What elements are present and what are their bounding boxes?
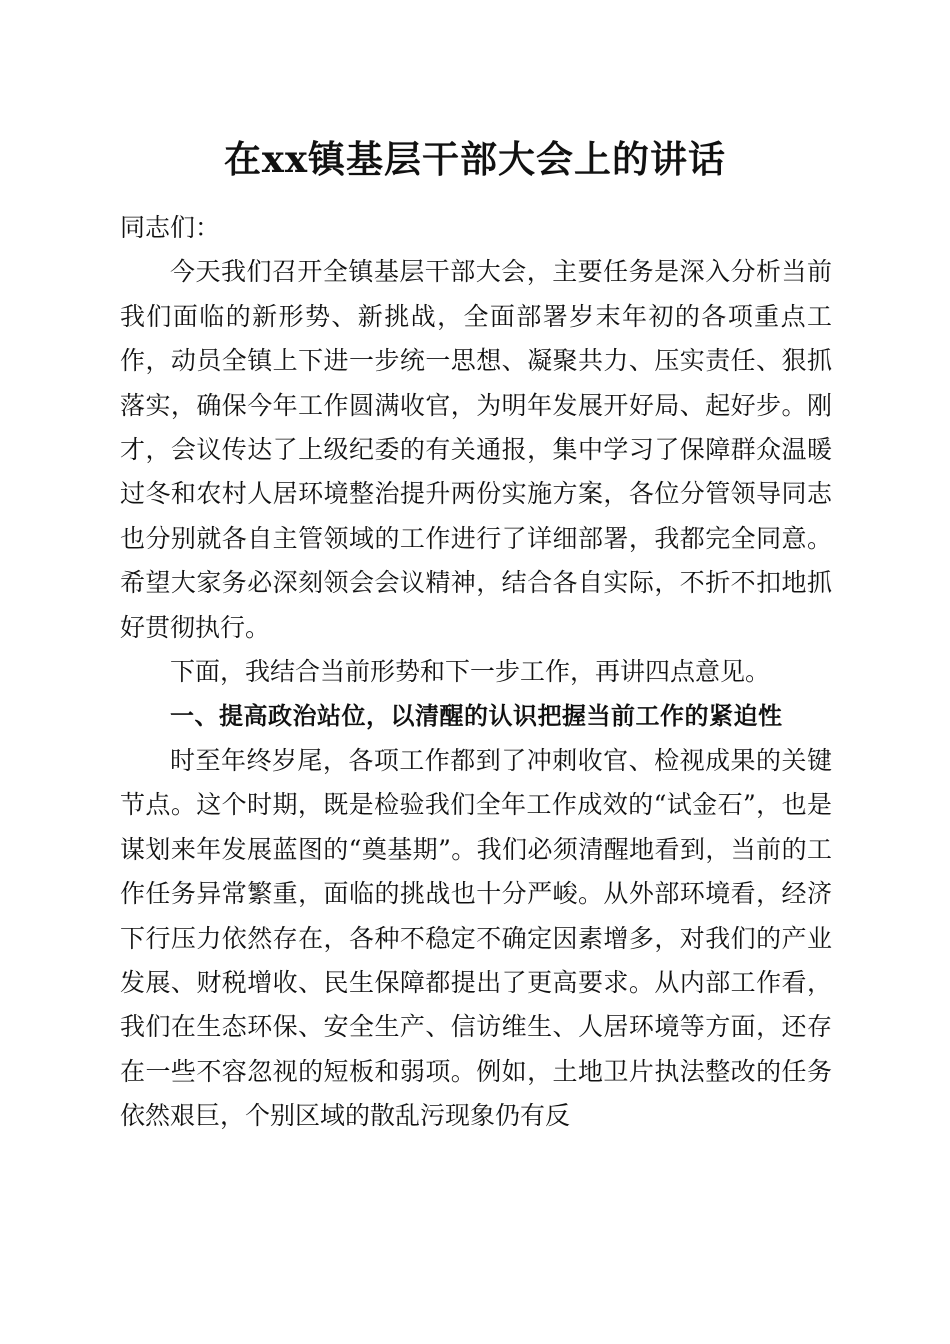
document-body bbox=[120, 206, 832, 1139]
section-heading: 一、提高政治站位，以清醒的认识把握当前工作的紧迫性 bbox=[170, 702, 783, 731]
paragraph-opening: 今天我们召开全镇基层干部大会，主要任务是深入分析当前我们面临的新形势、新挑战，全面部署岁末年初的各项重点工作，动员全镇上下进一步统一思想、凝聚共力、压实责任、狠抓落实，确保今年工作圆满收官，为明年发展开好局、起好步。刚才，会议传达了上级纪委的有关通报，集中学习了保障群众温暖过冬和农村人居环境整治提升两份实施方案，各位分管领导同志也分别就各自主管领域的工作进行了详细部署，我都完全同意。希望大家务必深刻领会会议精神，结合各自实际，不折不扣地抓好贯彻执行。 bbox=[120, 257, 832, 642]
salutation: 同志们： bbox=[120, 213, 221, 242]
paragraph-transition: 下面，我结合当前形势和下一步工作，再讲四点意见。 bbox=[170, 657, 771, 687]
document-title: 在xx镇基层干部大会上的讲话 bbox=[223, 137, 727, 181]
paragraph-section-one: 时至年终岁尾，各项工作都到了冲刺收官、检视成果的关键节点。这个时期，既是检验我们全年工作成效的“试金石”，也是谋划来年发展蓝图的“奠基期”。我们必须清醒地看到，当前的工作任务异常繁重，面临的挑战也十分严峻。从外部环境看，经济下行压力依然存在，各种不稳定不确定因素增多，对我们的产业发展、财税增收、民生保障都提出了更高要求。从内部工作看，我们在生态环保、安全生产、信访维生、人居环境等方面，还存在一些不容忽视的短板和弱项。例如，土地卫片执法整改的任务依然艰巨，个别区域的散乱污现象仍有反 bbox=[120, 745, 832, 1131]
